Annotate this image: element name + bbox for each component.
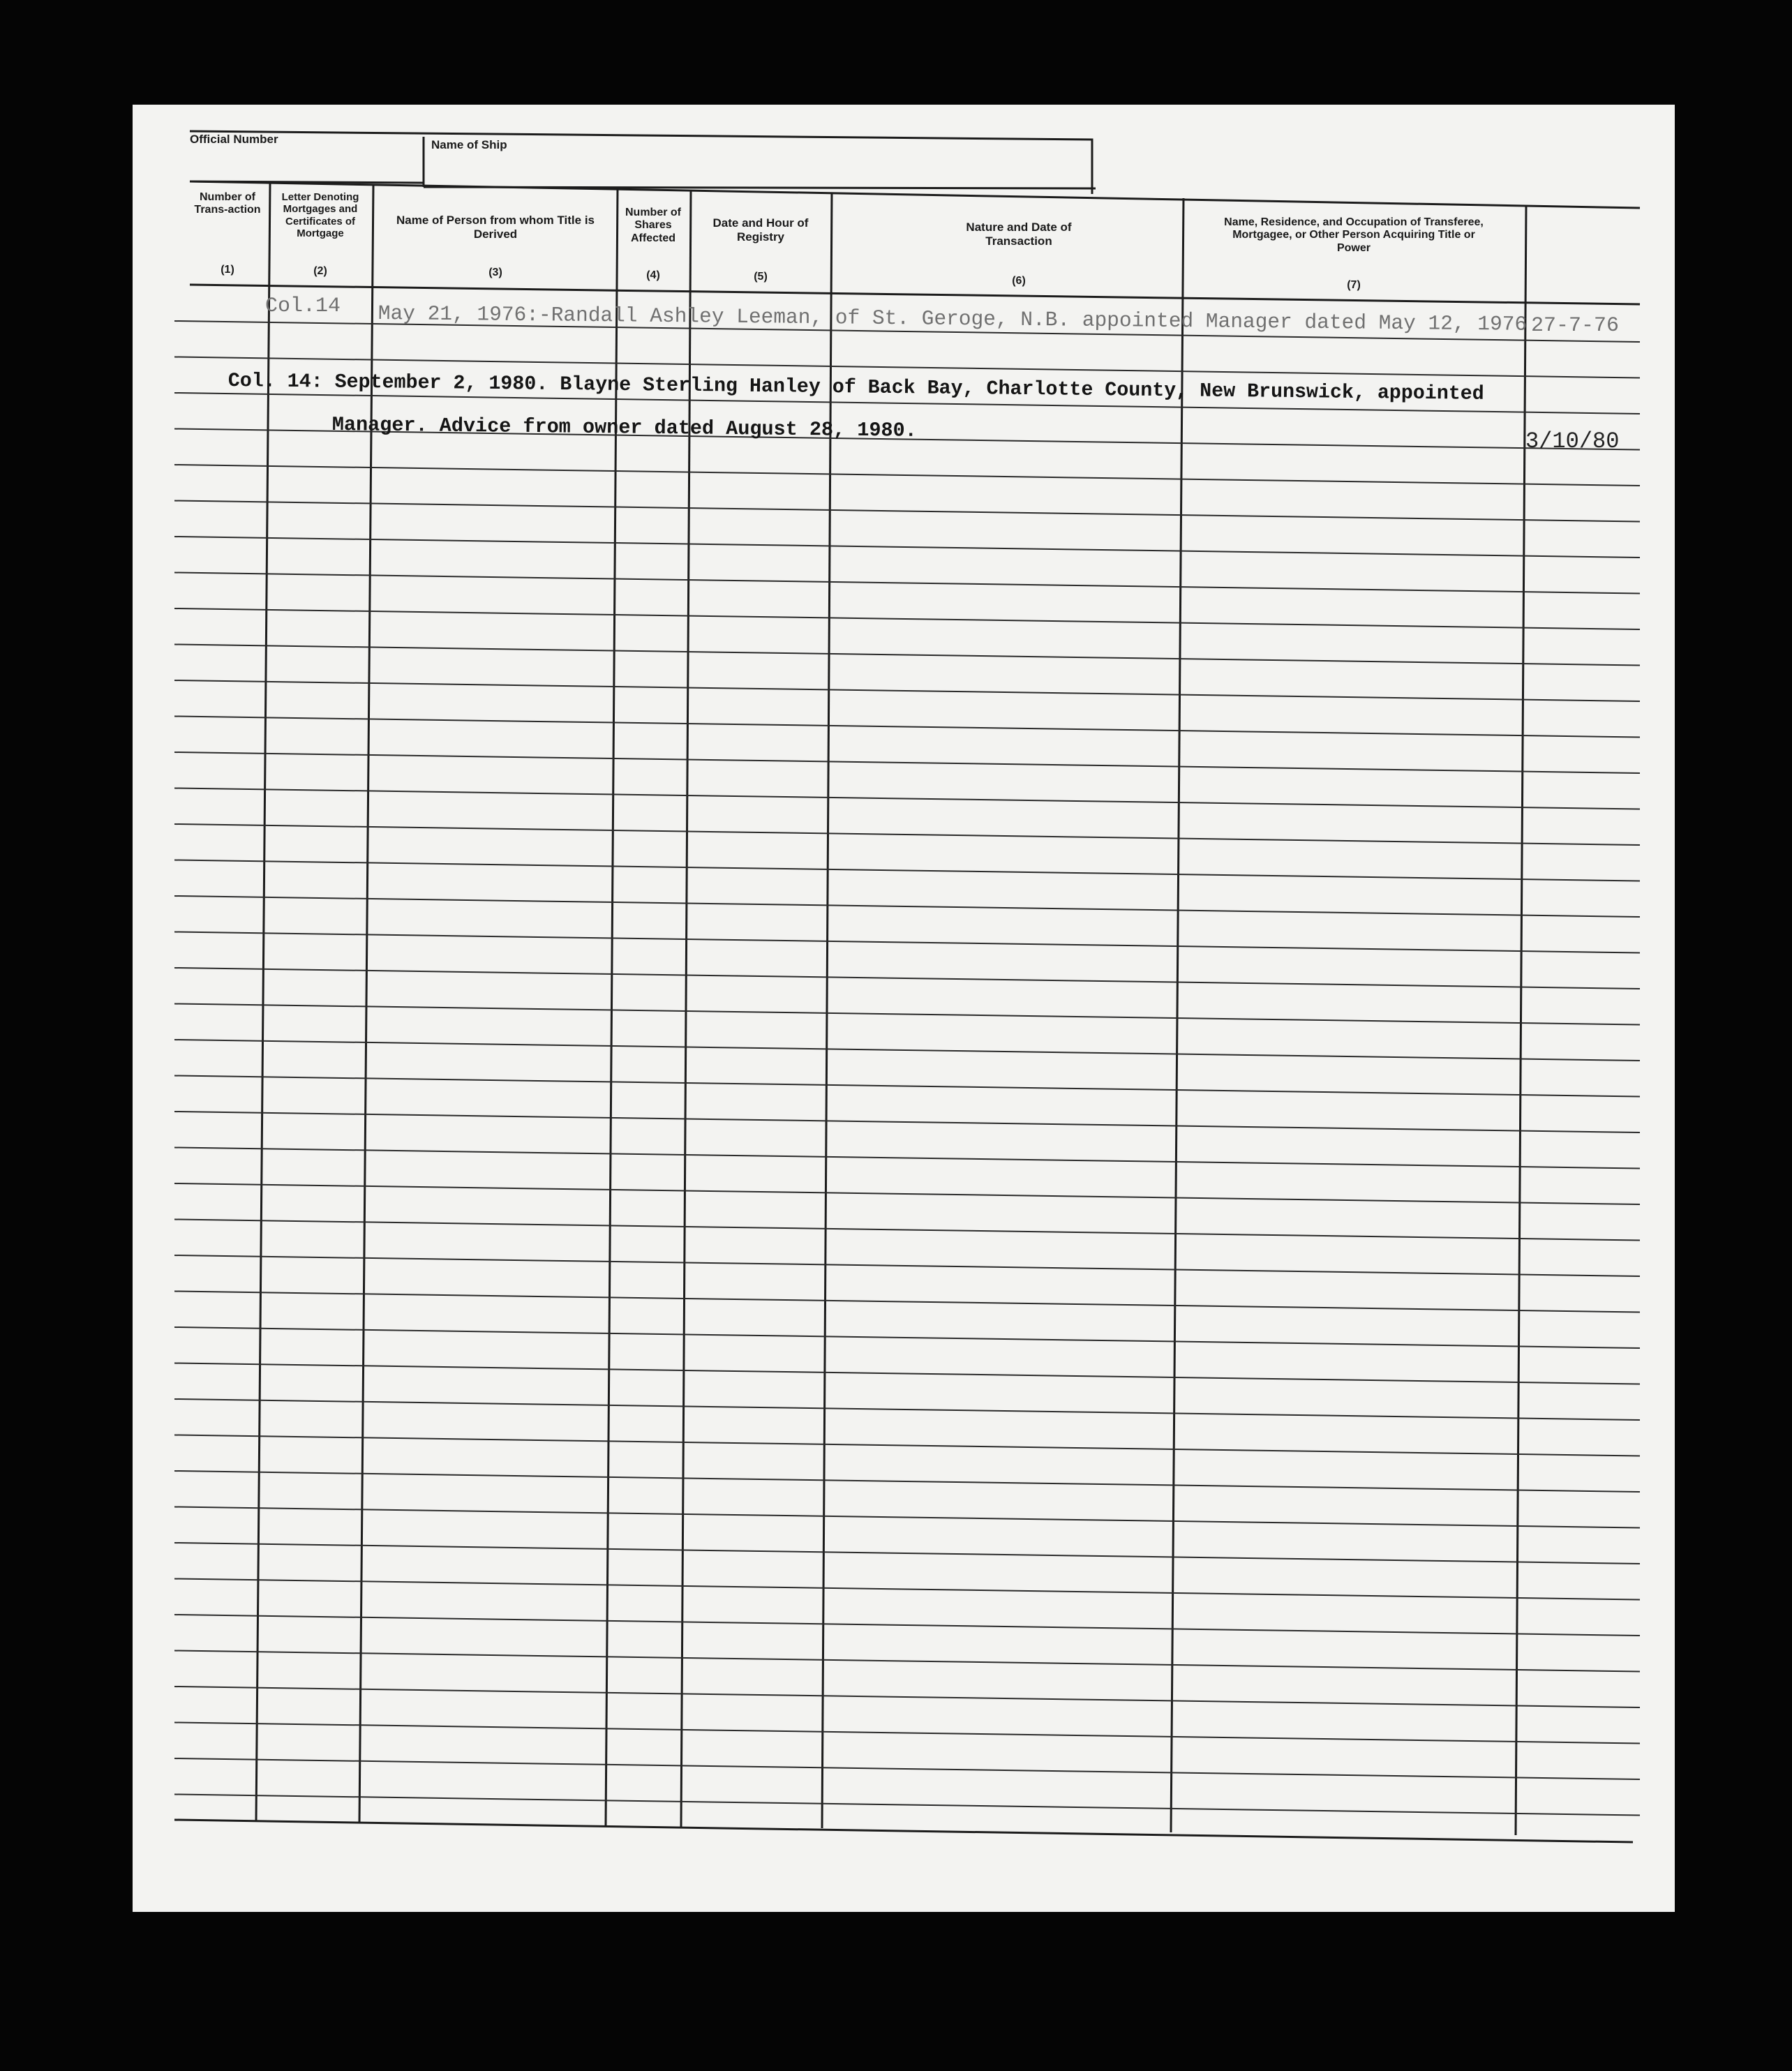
col2-number: (2)	[313, 265, 327, 277]
ruled-line	[174, 752, 1640, 773]
col1-header: Number of Trans-action	[194, 191, 261, 216]
ruled-line	[174, 1220, 1640, 1241]
ruled-line	[174, 1363, 1640, 1384]
col6-header: Nature and Date of Transaction	[966, 220, 1072, 248]
ruled-line	[174, 1758, 1640, 1779]
ruled-line	[174, 717, 1640, 738]
ruled-line	[174, 608, 1640, 629]
ruled-line	[174, 1687, 1640, 1707]
entry2-date: 3/10/80	[1525, 428, 1620, 454]
entry1-column-ref: Col.14	[265, 294, 341, 318]
col3-number: (3)	[488, 267, 502, 278]
ship-name-label: Name of Ship	[431, 138, 507, 151]
col4-header: Number of Shares Affected	[625, 207, 681, 244]
ruled-line	[174, 824, 1640, 845]
ruled-line	[174, 1399, 1640, 1420]
ruled-line	[174, 896, 1640, 917]
ruled-line	[174, 1507, 1640, 1528]
col5-header: Date and Hour of Registry	[712, 216, 809, 244]
ruled-line	[174, 1148, 1640, 1169]
ruled-line	[174, 1183, 1640, 1204]
ruled-line	[174, 1795, 1640, 1816]
ruled-line	[174, 860, 1640, 881]
ruled-line	[174, 573, 1640, 594]
ruled-line	[174, 1471, 1640, 1492]
ruled-line	[174, 932, 1640, 953]
ruled-line	[174, 1723, 1640, 1744]
ruled-line	[174, 1255, 1640, 1276]
col6-number: (6)	[1012, 275, 1026, 287]
col7-number: (7)	[1347, 279, 1361, 291]
ruled-line	[174, 1076, 1640, 1097]
col4-number: (4)	[646, 269, 660, 281]
ruled-line	[174, 537, 1640, 558]
col3-header: Name of Person from whom Title is Derived	[396, 214, 595, 241]
col7-header: Name, Residence, and Occupation of Transferee, Mortgagee, or Other Person Acquiring Title or Power	[1224, 216, 1484, 254]
ruled-line	[174, 1435, 1640, 1456]
ruled-line	[174, 465, 1640, 486]
official-number-label: Official Number	[190, 133, 278, 146]
ruled-line	[174, 1327, 1640, 1348]
ruled-line	[174, 1040, 1640, 1061]
entry1-text: May 21, 1976:-Randall Ashley Leeman, of St. Geroge, N.B. appointed Manager dated May 12, 1976	[378, 301, 1528, 336]
register-page	[133, 105, 1675, 1912]
ruled-line	[174, 680, 1640, 701]
ruled-line	[174, 788, 1640, 809]
ruled-line	[174, 1579, 1640, 1600]
ruled-line	[174, 501, 1640, 522]
ruled-line	[174, 645, 1640, 666]
col2-header: Letter Denoting Mortgages and Certificates of Mortgage	[281, 191, 359, 239]
ruled-line	[174, 1292, 1640, 1313]
col1-number: (1)	[221, 264, 234, 276]
entry2-line1: Col. 14: September 2, 1980. Blayne Sterling Hanley of Back Bay, Charlotte County, New Brunswick, appointed	[227, 370, 1484, 405]
ruled-line	[174, 1112, 1640, 1132]
ruled-line	[174, 1651, 1640, 1672]
ruled-line	[174, 968, 1640, 989]
ruled-line	[174, 1615, 1640, 1636]
ruled-line	[174, 1543, 1640, 1564]
entry1-date: 27-7-76	[1531, 314, 1620, 338]
ruled-line	[174, 1004, 1640, 1025]
entry2-line2: Manager. Advice from owner dated August 28, 1980.	[331, 413, 918, 442]
col5-number: (5)	[754, 271, 768, 283]
